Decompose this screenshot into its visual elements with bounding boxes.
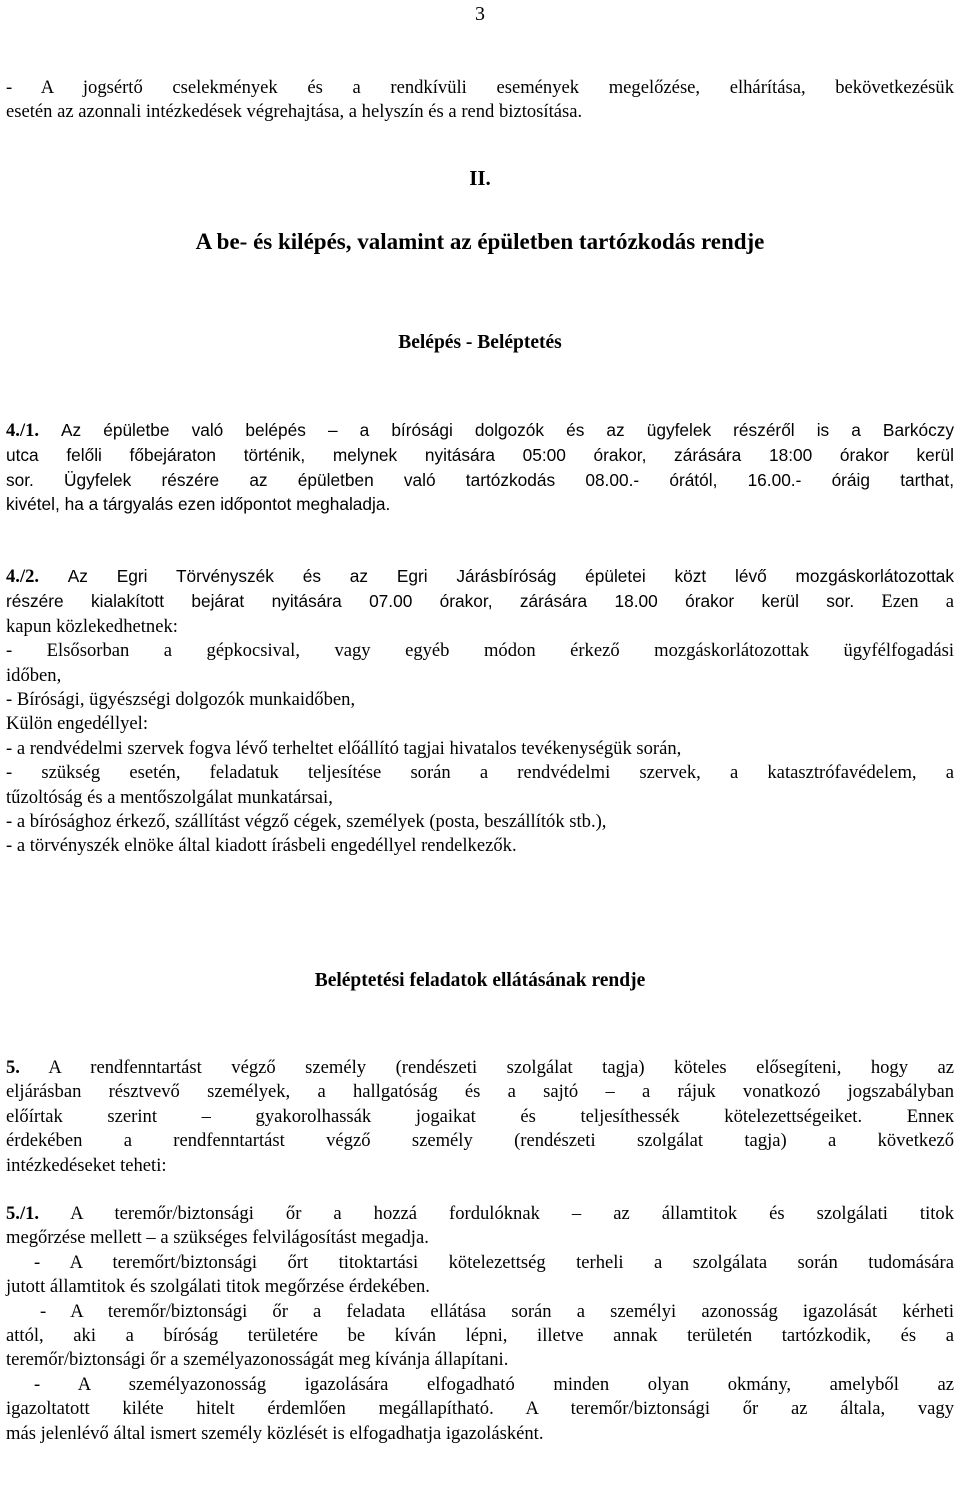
p51-bullet-2-line-3: teremőr/biztonsági őr a személyazonosságát meg kívánja állapítani. xyxy=(6,1349,509,1371)
p42-line-3: kapun közlekedhetnek: xyxy=(6,615,178,637)
p51-line-2: megőrzése mellett – a szükséges felvilágosítást megadja. xyxy=(6,1227,429,1249)
intro-line-2: esetén az azonnali intézkedések végrehajtása, a helyszín és a rend biztosítása. xyxy=(6,101,583,123)
p5-line-3: előírtak szerint – gyakorolhassák jogaikat és teljesíthessék kötelezettségeiket. Enneк xyxy=(6,1105,954,1127)
paragraph-4-1 xyxy=(6,418,954,517)
paragraph-number: 4./1. xyxy=(6,420,40,441)
p42-line-2a: részére kialakított bejárat nyitására 07.00 órakor, zárására 18.00 órakor kerül sor. xyxy=(6,591,855,612)
paragraph-number: 5. xyxy=(6,1057,20,1078)
paragraph-number: 5./1. xyxy=(6,1203,40,1224)
page-number: 3 xyxy=(475,3,485,25)
p5-line-5: intézkedéseket teheti: xyxy=(6,1154,167,1176)
p42-line-5: időben, xyxy=(6,664,62,686)
paragraph-5-1 xyxy=(6,1202,954,1446)
paragraph-number: 4./2. xyxy=(6,566,40,587)
p51-bullet-3-line-3: más jelenlévő által ismert személy közlését is elfogadhatja igazolásként. xyxy=(6,1422,544,1444)
p41-line-2: utca felőli főbejáraton történik, melynek nyitására 05:00 órakor, zárására 18:00 órakor kerül xyxy=(6,445,954,466)
p51-bullet-1-line-2: jutott államtitok és szolgálati titok megőrzése érdekében. xyxy=(6,1276,430,1298)
p42-line-2b: Ezen a xyxy=(881,591,954,613)
p41-line-4: kivétel, ha a tárgyalás ezen időpontot meghaladja. xyxy=(6,494,391,515)
p5-line-2: eljárásban résztvevő személyek, a hallgatóság és a sajtó – a rájuk vonatkozó jogszabályban xyxy=(6,1081,954,1103)
p42-line-1: Az Egri Törvényszék és az Egri Járásbíróság épületei közt lévő mozgáskorlátozottak xyxy=(67,566,954,586)
p41-line-1: Az épületbe való belépés – a bírósági dolgozók és az ügyfelek részéről is a Barkóczy xyxy=(60,420,954,440)
p42-line-4: - Elsősorban a gépkocsival, vagy egyéb módon érkező mozgáskorlátozottak ügyfélfogadási xyxy=(6,640,954,662)
p42-line-6: - Bírósági, ügyészségi dolgozók munkaidőben, xyxy=(6,689,356,711)
p51-bullet-2-line-1: - A teremőr/biztonsági őr a feladata ellátása során a személyi azonosság igazolását kérheti xyxy=(40,1300,954,1322)
p42-line-7: Külön engedéllyel: xyxy=(6,713,148,735)
p51-bullet-1-line-1: - A teremőrt/biztonsági őrt titoktartási kötelezettség terheli a szolgálata során tudomására xyxy=(34,1251,954,1273)
p41-line-3: sor. Ügyfelek részére az épületben való tartózkodás 08.00.- órától, 16.00.- óráig tarthat, xyxy=(6,469,954,490)
chapter-subtitle: Belépés - Beléptetés xyxy=(398,332,562,353)
p42-line-11: - a bírósághoz érkező, szállítást végző cégek, személyek (posta, beszállítók stb.), xyxy=(6,811,607,833)
p51-bullet-3-line-2: igazoltatott kiléte hitelt érdemlően megállapítható. A teremőr/biztonsági őr az általa, vagy xyxy=(6,1398,954,1420)
p5-line-1: A rendfenntartást végző személy (rendészeti szolgálat tagja) köteles elősegíteni, hogy az xyxy=(48,1057,954,1078)
p51-bullet-3-line-1: - A személyazonosság igazolására elfogadható minden olyan okmány, amelyből az xyxy=(34,1373,954,1395)
paragraph-4-2 xyxy=(6,564,954,859)
intro-paragraph xyxy=(6,76,954,125)
intro-line-1: - A jogsértő cselekmények és a rendkívüli események megelőzése, elhárítása, bekövetkezésük xyxy=(6,77,954,98)
p42-line-9: - szükség esetén, feladatuk teljesítése során a rendvédelmi szervek, a katasztrófavédelem, a xyxy=(6,762,954,784)
p5-line-4: érdekében a rendfenntartást végző személy (rendészeti szolgálat tagja) a következő xyxy=(6,1130,954,1152)
p42-line-8: - a rendvédelmi szervek fogva lévő terheltet előállító tagjai hivatalos tevékenységük során, xyxy=(6,737,682,759)
chapter-number: II. xyxy=(469,166,491,190)
p51-line-1: A teremőr/biztonsági őr a hozzá fordulóknak – az államtitok és szolgálati titok xyxy=(70,1203,955,1224)
paragraph-5 xyxy=(6,1056,954,1178)
chapter-title: A be- és kilépés, valamint az épületben tartózkodás rendje xyxy=(195,229,765,254)
section-title: Beléptetési feladatok ellátásának rendje xyxy=(314,970,646,991)
p51-bullet-2-line-2: attól, aki a bíróság területére be kíván lépni, illetve annak területén tartózkodik, és a xyxy=(6,1325,954,1347)
p42-line-12: - a törvényszék elnöke által kiadott írásbeli engedéllyel rendelkezők. xyxy=(6,835,517,857)
p42-line-10: tűzoltóság és a mentőszolgálat munkatársai, xyxy=(6,786,333,808)
